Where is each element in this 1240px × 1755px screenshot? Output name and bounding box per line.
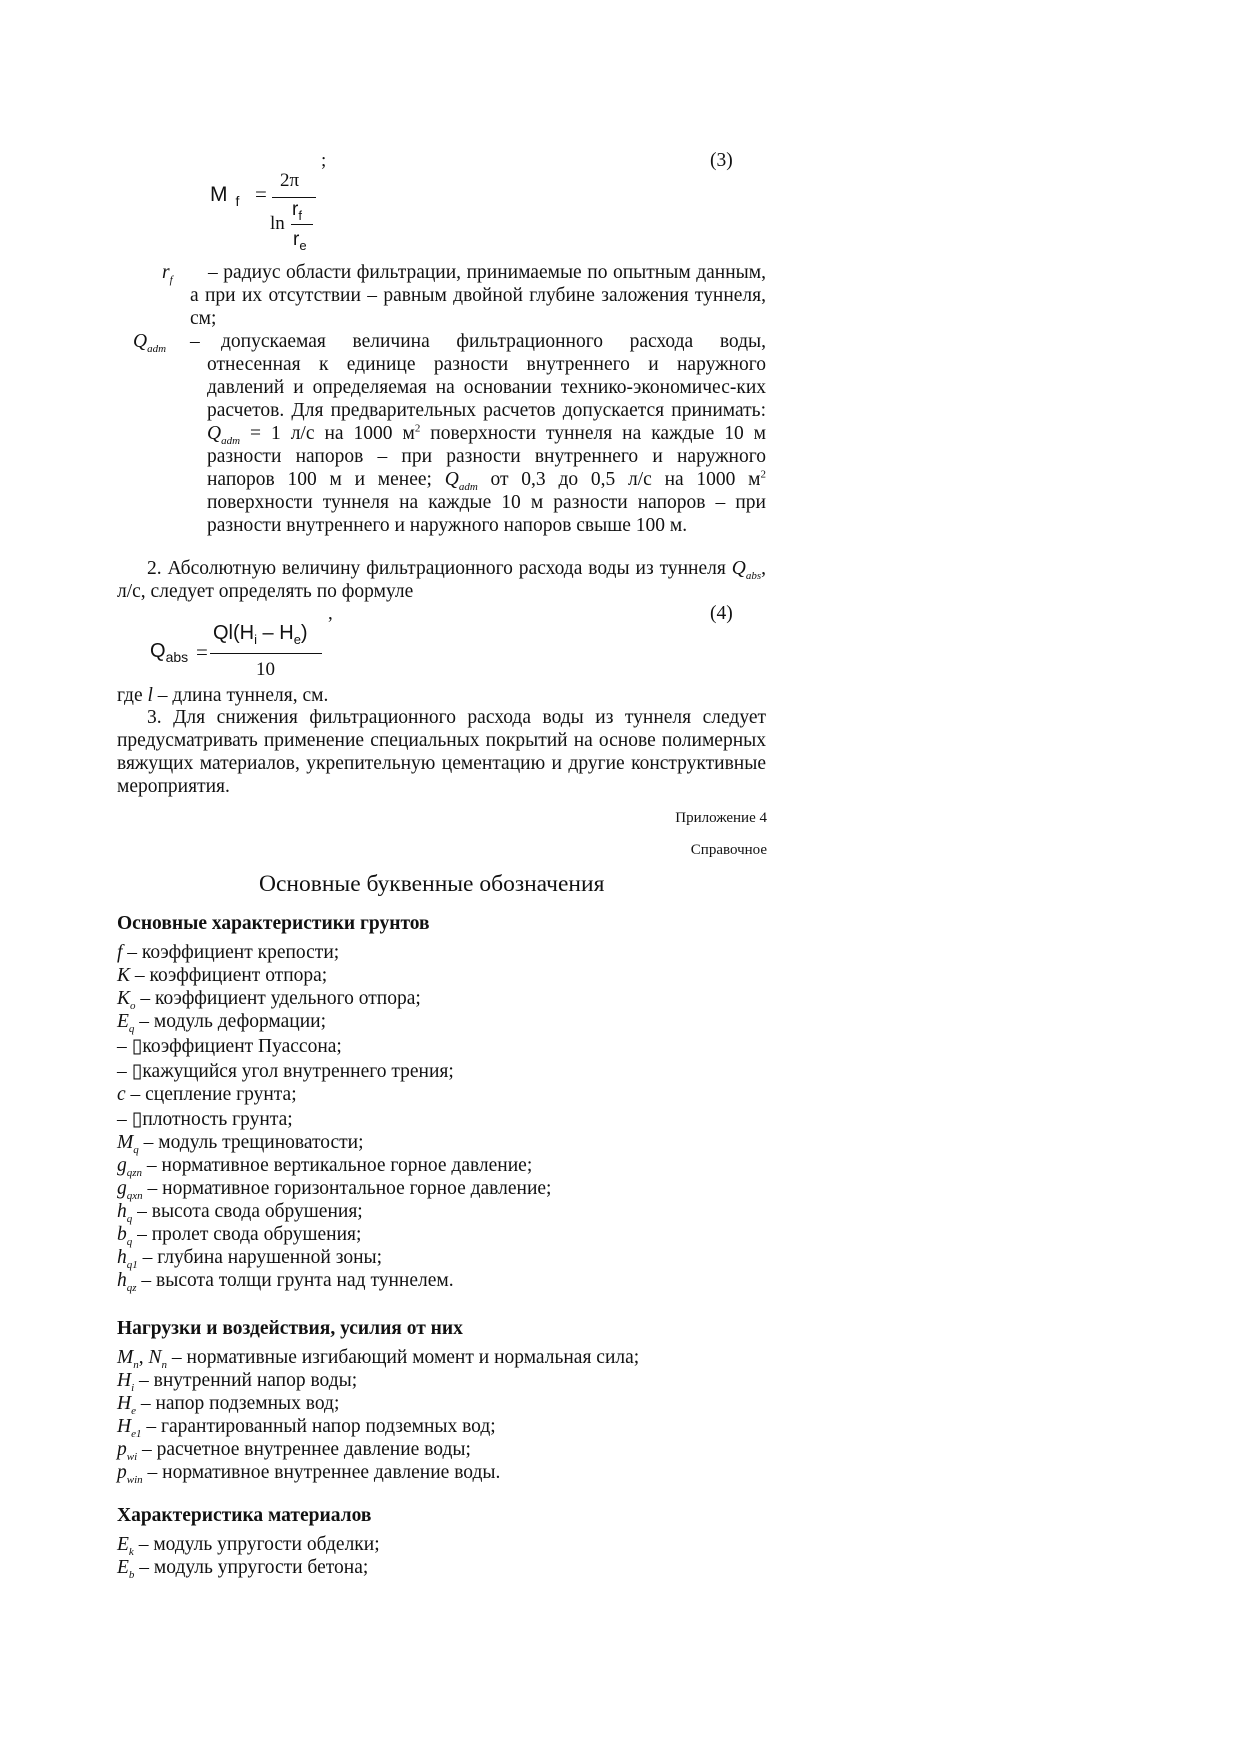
symbol: g <box>117 1178 127 1199</box>
symbol-description: – модуль упругости обделки; <box>133 1534 380 1555</box>
symbol: h <box>117 1270 127 1291</box>
def-qadm-text: допускаемая величина фильтрационного расхода воды, отнесенная к единице разности внутреннего и наружного давлений и определяемая на основании технико-экономичес-ких расчетов. Для предварительных расчетов допускается принимать: $Q_{adm} = 1$ л/с на 1000 $м^2$ поверхности туннеля на каждые 10 м разности напоров – при разности внутреннего и наружного напоров 100 м и менее; $Q_{adm}$ от 0,3 до 0,5 л/с на 1000 $м^2$ поверхности туннеля на каждые 10 м разности напоров – при разности внутреннего и наружного напоров свыше 100 м. <box>207 331 767 536</box>
symbol-list-item <box>117 1131 364 1154</box>
symbol-subscript: e <box>131 1404 136 1417</box>
symbol: M <box>117 1132 134 1153</box>
symbol-list-item <box>117 1035 342 1058</box>
symbol-list-item <box>117 1246 382 1269</box>
symbol-description: – нормативные изгибающий момент и нормальная сила; <box>167 1347 640 1368</box>
symbol-list-item <box>117 1177 551 1200</box>
symbol-description: – коэффициент крепости; <box>122 942 340 963</box>
formula-4-fraction-line <box>210 653 322 654</box>
section-title: Основные буквенные обозначения <box>259 871 605 897</box>
symbol-list-item <box>117 1010 326 1033</box>
symbol-description: – высота свода обрушения; <box>132 1201 363 1222</box>
symbol-description: – коэффициент удельного отпора; <box>135 988 421 1009</box>
formula-3-inner-fraction-line <box>291 224 313 225</box>
formula-3-inner-numerator: $r_f$ <box>292 199 302 223</box>
symbol-list-item <box>117 987 421 1010</box>
symbol-description: – модуль упругости бетона; <box>134 1557 369 1578</box>
symbol-subscript: qz <box>126 1281 137 1294</box>
formula-3-fraction-line <box>272 197 316 198</box>
symbol-subscript: q <box>133 1143 139 1156</box>
appendix-label: Приложение 4 <box>675 810 767 826</box>
symbol: H <box>117 1393 132 1414</box>
symbol-list-item <box>117 1269 454 1292</box>
soils-heading: Основные характеристики грунтов <box>117 913 430 934</box>
symbol: p <box>117 1462 127 1483</box>
formula-4-lhs: $Q_{abs}$ <box>150 640 189 665</box>
symbol-list-item <box>117 1108 293 1131</box>
symbol-description: ▯плотность грунта; <box>126 1109 293 1130</box>
symbol: g <box>117 1155 127 1176</box>
symbol: h <box>117 1247 127 1268</box>
symbol-description: – глубина нарушенной зоны; <box>137 1247 383 1268</box>
symbol: H <box>117 1416 132 1437</box>
symbol-subscript: e1 <box>131 1427 142 1440</box>
symbol-description: – гарантированный напор подземных вод; <box>141 1416 496 1437</box>
symbol: E <box>117 1534 129 1555</box>
materials-heading: Характеристика материалов <box>117 1505 372 1526</box>
symbol-description: – модуль деформации; <box>134 1011 327 1032</box>
symbol: h <box>117 1201 127 1222</box>
def-qadm-symbol: $Q_{adm}$ <box>133 331 167 355</box>
symbol-subscript: q <box>126 1235 133 1248</box>
symbol: N <box>148 1347 162 1368</box>
symbol-list-item <box>117 1369 357 1392</box>
def-rf-text: – радиус области фильтрации, принимаемые по опытным данным, а при их отсутствии – равным двойной глубине заложения туннеля, см; <box>190 262 766 329</box>
paragraph-2: 2. Абсолютную величину фильтрационного расхода воды из туннеля $Q_{abs}$, л/с, следует определять по формуле <box>117 558 767 602</box>
paragraph-3: 3. Для снижения фильтрационного расхода воды из туннеля следует предусматривать применение специальных покрытий на основе полимерных вяжущих материалов, укрепительную цементацию и другие конструктивные мероприятия. <box>117 707 766 797</box>
symbol-subscript: k <box>128 1545 134 1558</box>
symbol-list-item <box>117 1533 380 1556</box>
symbol-subscript: qxn <box>126 1189 143 1202</box>
symbol-list-item <box>117 964 327 987</box>
symbol: K <box>117 965 131 986</box>
symbol-list-item <box>117 1392 339 1415</box>
symbol-subscript: q <box>128 1022 135 1035</box>
symbol-description: – сцепление грунта; <box>125 1084 297 1105</box>
symbol: – <box>117 1109 127 1130</box>
appendix-kind: Справочное <box>690 842 767 858</box>
symbol: – <box>117 1036 127 1057</box>
symbol-subscript: q <box>126 1212 133 1225</box>
formula-3-ln: ln <box>270 213 285 234</box>
formula-4-numerator: $Ql(H_i - H_e)$ <box>213 622 308 647</box>
symbol: H <box>117 1370 132 1391</box>
symbol-description: ▯кажущийся угол внутреннего трения; <box>126 1061 454 1082</box>
symbol: E <box>117 1011 129 1032</box>
symbol-description: – пролет свода обрушения; <box>132 1224 362 1245</box>
symbol-list-item <box>117 1438 471 1461</box>
symbol-list-item <box>117 1223 361 1246</box>
symbol-description: ▯коэффициент Пуассона; <box>126 1036 342 1057</box>
symbol-list-item <box>117 1200 363 1223</box>
symbol-list-item <box>117 1083 297 1106</box>
formula-4-denominator: 10 <box>256 659 275 680</box>
symbol-description: – высота толщи грунта над туннелем. <box>136 1270 454 1291</box>
symbol: M <box>117 1347 134 1368</box>
symbol-subscript: i <box>131 1381 135 1394</box>
def-rf-symbol: $r_f$ <box>162 262 173 286</box>
symbol-description: – нормативное внутреннее давление воды. <box>142 1462 501 1483</box>
formula-3-number: (3) <box>710 150 733 171</box>
symbol-description: – внутренний напор воды; <box>134 1370 358 1391</box>
symbol-subscript: n <box>161 1358 168 1371</box>
formula-4-eq: = <box>196 640 208 664</box>
symbol-description: – расчетное внутреннее давление воды; <box>137 1439 471 1460</box>
def-qadm-dash: – <box>190 331 200 352</box>
symbol-description: – нормативное вертикальное горное давление; <box>142 1155 533 1176</box>
symbol-subscript: win <box>126 1473 143 1486</box>
where-l: где l – длина туннеля, см. <box>117 685 329 706</box>
symbol-subscript: n <box>133 1358 139 1371</box>
symbol-subscript: b <box>128 1568 135 1581</box>
symbol-list-item <box>117 1415 496 1438</box>
symbol-description: – коэффициент отпора; <box>130 965 328 986</box>
formula-4-number: (4) <box>710 603 733 624</box>
symbol-list-item <box>117 1461 500 1484</box>
symbol-subscript: wi <box>126 1450 138 1463</box>
formula-3-lhs: M $_f$ <box>210 183 240 210</box>
symbol-description: – модуль трещиноватости; <box>138 1132 364 1153</box>
symbol: b <box>117 1224 127 1245</box>
symbol: K <box>117 988 131 1009</box>
symbol: f <box>117 942 123 963</box>
symbol-subscript: q1 <box>126 1258 138 1271</box>
formula-3-numerator: 2π <box>280 170 300 191</box>
symbol-list-item: $M_n$, $N_n$ – нормативные изгибающий момент и нормальная сила; <box>117 1347 640 1371</box>
symbol-list-item <box>117 1154 532 1177</box>
symbol: p <box>117 1439 127 1460</box>
symbol-description: – напор подземных вод; <box>135 1393 340 1414</box>
symbol-description: – нормативное горизонтальное горное давление; <box>142 1178 552 1199</box>
symbol-list-item <box>117 1556 368 1579</box>
symbol: c <box>117 1084 126 1105</box>
symbol-subscript: o <box>130 999 136 1012</box>
formula-4-comma: , <box>328 603 333 624</box>
formula-3-inner-denominator: $r_e$ <box>293 229 307 253</box>
loads-heading: Нагрузки и воздействия, усилия от них <box>117 1318 463 1339</box>
symbol-list-item <box>117 1060 454 1083</box>
symbol: – <box>117 1061 127 1082</box>
symbol-subscript: qzn <box>126 1166 143 1179</box>
formula-3-semicolon: ; <box>321 150 327 171</box>
formula-3-eq: = <box>255 182 267 206</box>
symbol-list-item <box>117 941 339 964</box>
symbol: E <box>117 1557 129 1578</box>
